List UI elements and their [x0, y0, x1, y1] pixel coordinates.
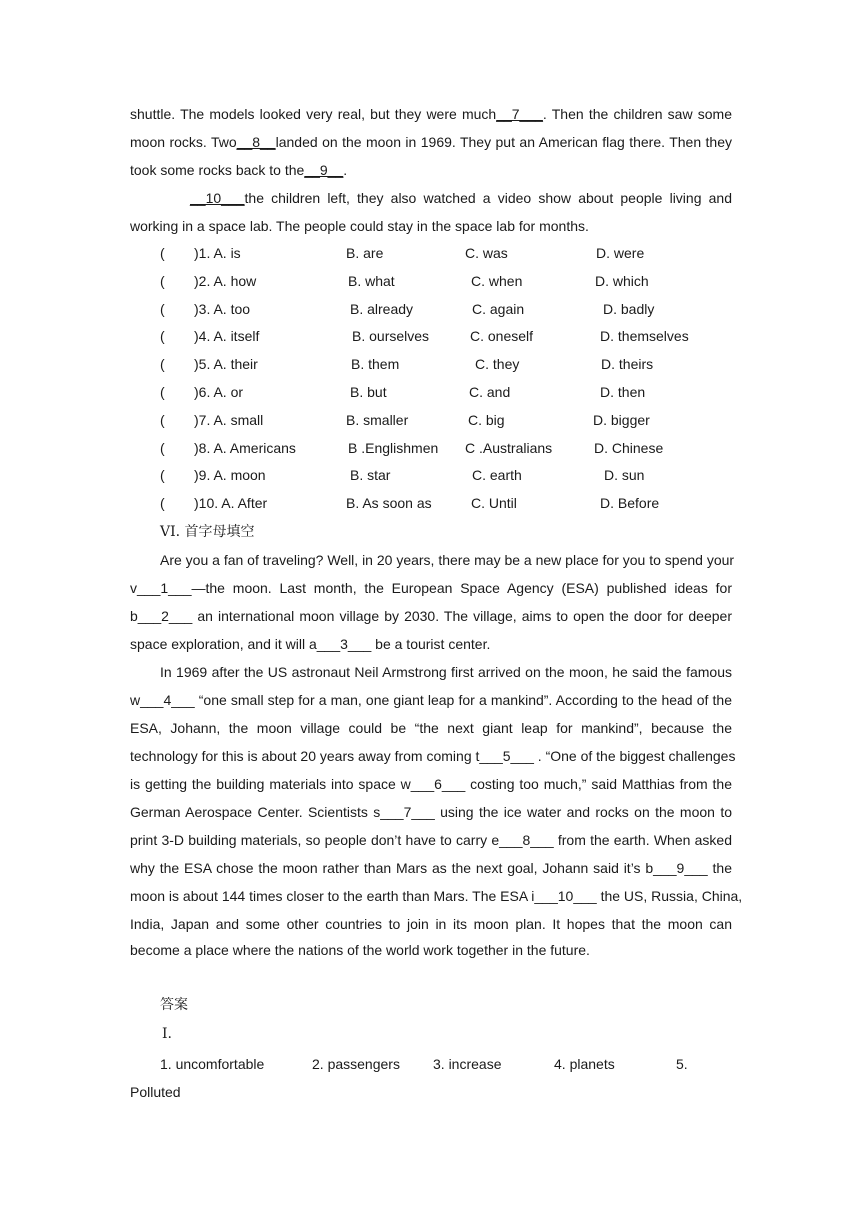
- passage-line: __10___the children left, they also watched a video show about people living and: [190, 190, 732, 206]
- cloze-line: India, Japan and some other countries to join in its moon plan. It hopes that the moon can: [130, 916, 732, 932]
- question-option-c: C. and: [469, 384, 511, 400]
- answer-bracket: (: [160, 411, 165, 428]
- cloze-line: why the ESA chose the moon rather than Mars as the next goal, Johann said it’s b___9___ the: [130, 860, 732, 876]
- cloze-line: ESA, Johann, the moon village could be “the next giant leap for mankind”, because the: [130, 720, 732, 736]
- question-option-d: D. which: [595, 272, 649, 289]
- cloze-line: print 3-D building materials, so people don’t have to carry e___8___ from the earth. When asked: [130, 832, 732, 848]
- question-option-a: )6. A. or: [194, 384, 244, 400]
- cloze-line: space exploration, and it will a___3___ be a tourist center.: [130, 636, 491, 652]
- question-option-d: D. then: [600, 384, 646, 400]
- answer-item: 1. uncomfortable: [160, 1056, 265, 1072]
- cloze-line: technology for this is about 20 years away from coming t___5___ . “One of the biggest challenges: [130, 748, 736, 764]
- question-option-d: D. were: [596, 245, 645, 261]
- cloze-line: become a place where the nations of the world work together in the future.: [130, 942, 590, 958]
- question-option-d: D. theirs: [601, 356, 654, 373]
- question-option-c: C .Australians: [465, 439, 553, 456]
- answer-bracket: (: [160, 439, 165, 456]
- answer-item: 3. increase: [433, 1056, 502, 1072]
- question-option-d: D. Before: [600, 495, 660, 512]
- answer-item: 2. passengers: [312, 1056, 400, 1072]
- answer-bracket: (: [160, 467, 165, 484]
- question-option-d: D. themselves: [600, 328, 689, 345]
- question-option-b: B. smaller: [346, 411, 409, 428]
- question-option-c: C. they: [475, 356, 520, 373]
- answer-bracket: (: [160, 300, 165, 317]
- passage-line: working in a space lab. The people could stay in the space lab for months.: [130, 218, 589, 234]
- question-option-a: )3. A. too: [194, 300, 251, 317]
- question-option-b: B. them: [351, 356, 400, 373]
- question-option-c: C. oneself: [470, 328, 534, 345]
- question-option-c: C. was: [465, 245, 508, 261]
- question-option-b: B. ourselves: [352, 328, 430, 345]
- question-option-c: C. Until: [471, 495, 517, 512]
- answer-bracket: (: [160, 245, 165, 261]
- answer-bracket: (: [160, 495, 165, 512]
- question-option-c: C. big: [468, 411, 505, 428]
- answer-bracket: (: [160, 356, 165, 373]
- question-option-a: )4. A. itself: [194, 328, 260, 345]
- answer-heading: 答案: [160, 997, 188, 1013]
- question-option-b: B. already: [350, 300, 414, 317]
- question-option-c: C. when: [471, 272, 523, 289]
- answer-section-number: Ⅰ.: [162, 1026, 172, 1042]
- cloze-line: In 1969 after the US astronaut Neil Armstrong first arrived on the moon, he said the famous: [160, 664, 732, 680]
- question-option-a: )7. A. small: [194, 411, 264, 428]
- section-heading: VI. 首字母填空: [160, 524, 255, 540]
- question-option-a: )5. A. their: [194, 356, 258, 373]
- question-option-a: )8. A. Americans: [194, 439, 296, 456]
- question-option-c: C. earth: [472, 467, 522, 484]
- question-option-b: B. are: [346, 245, 384, 261]
- question-option-a: )1. A. is: [194, 245, 241, 261]
- question-option-c: C. again: [472, 300, 525, 317]
- answer-bracket: (: [160, 384, 165, 400]
- passage-line: moon rocks. Two__8__landed on the moon in 1969. They put an American flag there. Then they: [130, 134, 732, 150]
- blank-10: __10___: [190, 190, 245, 206]
- cloze-line: German Aerospace Center. Scientists s___7___ using the ice water and rocks on the moon to: [130, 804, 732, 820]
- question-option-d: D. bigger: [593, 411, 650, 428]
- question-option-a: )2. A. how: [194, 272, 257, 289]
- passage-line: took some rocks back to the__9__.: [130, 162, 348, 178]
- question-option-d: D. sun: [604, 467, 645, 484]
- cloze-line: moon is about 144 times closer to the earth than Mars. The ESA i___10___ the US, Russia, China,: [130, 888, 743, 904]
- blank-7: __7___: [496, 106, 543, 122]
- cloze-line: b___2___ an international moon village by 2030. The village, aims to open the door for deeper: [130, 608, 732, 624]
- answer-item: 4. planets: [554, 1056, 615, 1072]
- answer-item: Polluted: [130, 1084, 181, 1100]
- cloze-line: w___4___ “one small step for a man, one giant leap for a mankind”. According to the head of the: [130, 692, 732, 708]
- cloze-line: v___1___—the moon. Last month, the European Space Agency (ESA) published ideas for: [130, 580, 732, 596]
- cloze-line: Are you a fan of traveling? Well, in 20 years, there may be a new place for you to spend your: [160, 552, 735, 568]
- question-option-a: )10. A. After: [194, 495, 268, 512]
- question-option-b: B. but: [350, 384, 387, 400]
- question-option-b: B. what: [348, 272, 395, 289]
- blank-9: __9__: [304, 162, 344, 178]
- answer-bracket: (: [160, 272, 165, 289]
- question-option-b: B. As soon as: [346, 495, 432, 512]
- question-option-d: D. badly: [603, 300, 655, 317]
- question-option-b: B .Englishmen: [348, 439, 439, 456]
- cloze-line: is getting the building materials into space w___6___ costing too much,” said Matthias from the: [130, 776, 732, 792]
- question-option-a: )9. A. moon: [194, 467, 266, 484]
- blank-8: __8__: [236, 134, 276, 150]
- question-option-b: B. star: [350, 467, 391, 484]
- question-option-d: D. Chinese: [594, 439, 664, 456]
- passage-line: shuttle. The models looked very real, but they were much__7___. Then the children saw some: [130, 106, 732, 122]
- answer-item: 5.: [676, 1056, 688, 1072]
- answer-bracket: (: [160, 328, 165, 345]
